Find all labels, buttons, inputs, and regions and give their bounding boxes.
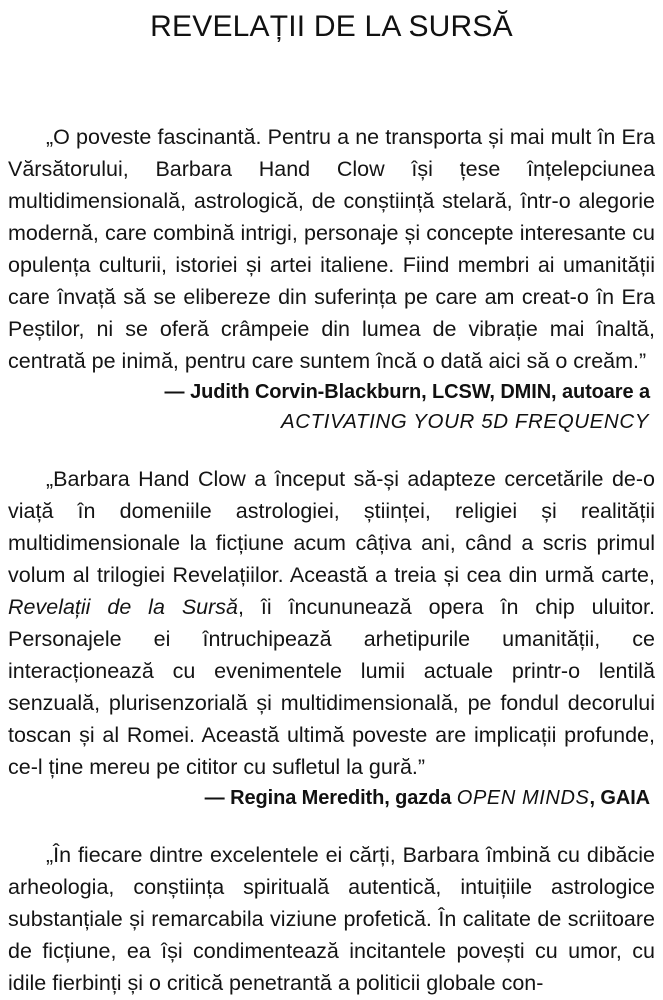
quote-attribution (8, 377, 655, 407)
page-title: REVELAȚII DE LA SURSĂ (150, 10, 513, 43)
quote-book-title: Revelații de la Sursă (8, 595, 238, 619)
quote-block-third-partial (8, 839, 655, 999)
attribution-dash: — (204, 787, 231, 809)
quote-text-part-1: „Barbara Hand Clow a început să-și adapteze cercetările de-o viață în domeniile astrologiei, științei, religiei și realității multidimensionale la ficțiune acum câțiva ani, când a scris primul volum al trilogiei Revelațiilor. Această a treia și cea din urmă carte, (8, 467, 655, 587)
quote-text-part-2: , îi încununează opera în chip uluitor. Personajele ei întruchipează arhetipurile umanității, ce interacționează cu evenimentele lumii actuale printr-o lentilă senzuală, plurisenzorială și multidimensională, pe fondul decorului toscan și al Romei. Această ultimă poveste are implicații profunde, ce-l ține mereu pe cititor cu sufletul la gură.” (8, 595, 656, 779)
attribution-work-title: ACTIVATING YOUR 5D FREQUENCY (280, 410, 649, 433)
attribution-author: Judith Corvin-Blackburn, LCSW, DMIN, autoare a (190, 381, 650, 403)
quote-block-regina-meredith (8, 463, 655, 813)
quote-attribution (8, 783, 655, 813)
quote-text: „O poveste fascinantă. Pentru a ne transporta și mai mult în Era Vărsătorului, Barbara Hand Clow își țese înțelepciunea multidimensională, astrologică, de conștiință stelară, într-o alegorie modernă, care combină intrigi, personaje și concepte interesante cu opulența culturii, istoriei și artei italiene. Fiind membri ai umanității care învață să se elibereze din suferința pe care am creat-o în Era Peștilor, ni se oferă crâmpeie din lumea de vibrație mai înaltă, centrată pe inimă, pentru care suntem încă o dată aici să o creăm.” (8, 125, 655, 373)
quote-text: „În fiecare dintre excelentele ei cărți, Barbara îmbină cu dibăcie arheologia, conștiința spirituală autentică, intuițiile astrologice substanțiale și remarcabila viziune profetică. În calitate de scriitoare de ficțiune, ea își condimentează incitantele povești cu umor, cu idile fierbinți și o critică penetrantă a politicii globale con- (8, 843, 655, 995)
quote-block-judith-corvin-blackburn (8, 121, 655, 437)
attribution-author: Regina Meredith, gazda (230, 787, 457, 809)
attribution-dash: — (164, 381, 191, 403)
attribution-network: GAIA (600, 787, 650, 809)
attribution-show-title: OPEN MINDS (456, 787, 590, 809)
attribution-separator: , (589, 787, 601, 809)
quote-text (8, 463, 655, 783)
